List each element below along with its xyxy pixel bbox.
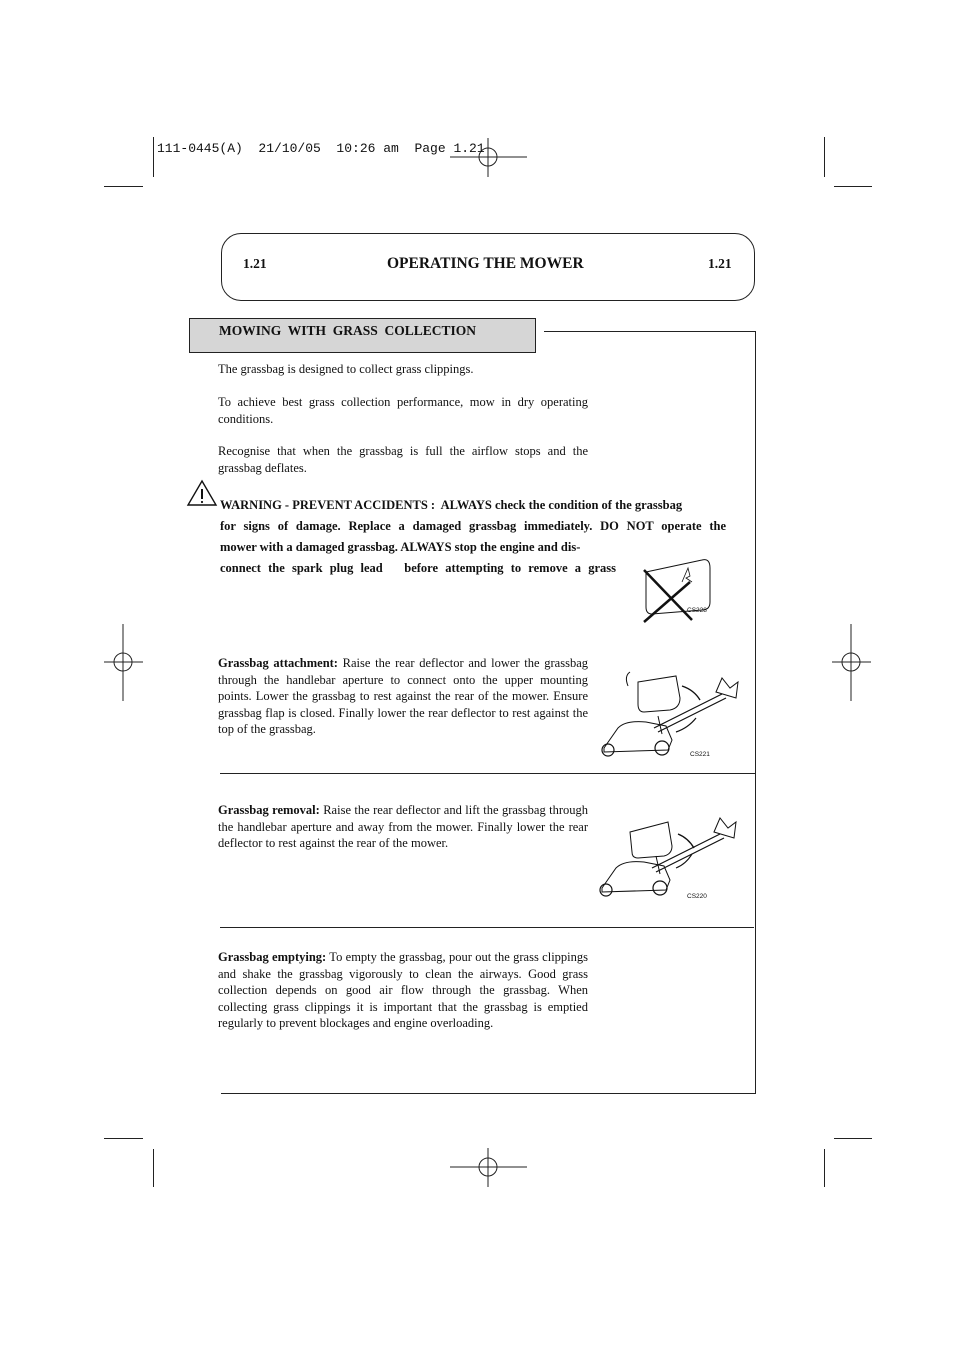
grassbag-removal-illustration [594, 812, 746, 906]
attachment-text: Raise the rear deflector and lower the grassbag through the handlebar aperture to connect onto the upper mounting points. Lower the grassbag to rest against the rear of the mower. Ensure grassbag flap is closed. Finally lower the rear deflector to rest against the top of the grassbag. [218, 656, 588, 736]
section-number-right: 1.21 [708, 256, 732, 271]
warning-line-4: connect the spark plug lead before attempting to remove a grass [220, 561, 616, 575]
warning-line-2: for signs of damage. Replace a damaged grassbag immediately. DO NOT operate the [220, 519, 726, 533]
registration-mark-right [832, 624, 872, 702]
divider-1 [220, 773, 756, 774]
emptying-paragraph [218, 949, 588, 1032]
removal-label: Grassbag removal: [218, 803, 320, 817]
warning-line-1: WARNING - PREVENT ACCIDENTS : ALWAYS check the condition of the grassbag [220, 498, 683, 512]
damaged-grassbag-illustration [640, 552, 720, 624]
intro-paragraph-2: To achieve best grass collection performance, mow in dry operating conditions. [218, 395, 588, 426]
section-number-left: 1.21 [243, 256, 267, 271]
frame-bottom-rule [221, 1093, 756, 1094]
warning-icon [187, 480, 217, 506]
divider-2 [220, 927, 754, 928]
figure-code-removal: CS220 [687, 893, 707, 900]
print-slug: 111-0445(A) 21/10/05 10:26 am Page 1.21 [157, 141, 485, 156]
frame-right-rule [755, 331, 756, 1094]
emptying-text: To empty the grassbag, pour out the grass clippings and shake the grassbag vigorously to clean the airways. Good grass collection depends on good air flow through the grassbag. When collecting grass clippings it is important that the grassbag is emptied regularly to prevent blockages and engine overloading. [218, 950, 588, 1030]
figure-code-damaged-bag: CS228 [687, 607, 707, 614]
emptying-label: Grassbag emptying: [218, 950, 327, 964]
figure-code-attachment: CS221 [690, 751, 710, 758]
intro-paragraph-1: The grassbag is designed to collect grass clippings. [218, 362, 474, 376]
registration-mark-bottom [450, 1148, 528, 1188]
removal-paragraph [218, 802, 588, 852]
removal-text: Raise the rear deflector and lift the grassbag through the handlebar aperture and away from the mower. Finally lower the rear deflector to rest against the rear of the mower. [218, 803, 588, 850]
page-title: OPERATING THE MOWER [387, 255, 584, 272]
frame-top-rule [544, 331, 756, 332]
attachment-label: Grassbag attachment: [218, 656, 338, 670]
warning-line-3: mower with a damaged grassbag. ALWAYS stop the engine and dis- [220, 540, 581, 554]
attachment-paragraph [218, 655, 588, 738]
registration-mark-left [104, 624, 144, 702]
grassbag-attachment-illustration [596, 668, 748, 764]
intro-paragraph-3: Recognise that when the grassbag is full the airflow stops and the grassbag deflates. [218, 444, 588, 475]
section-heading: MOWING WITH GRASS COLLECTION [219, 323, 477, 338]
